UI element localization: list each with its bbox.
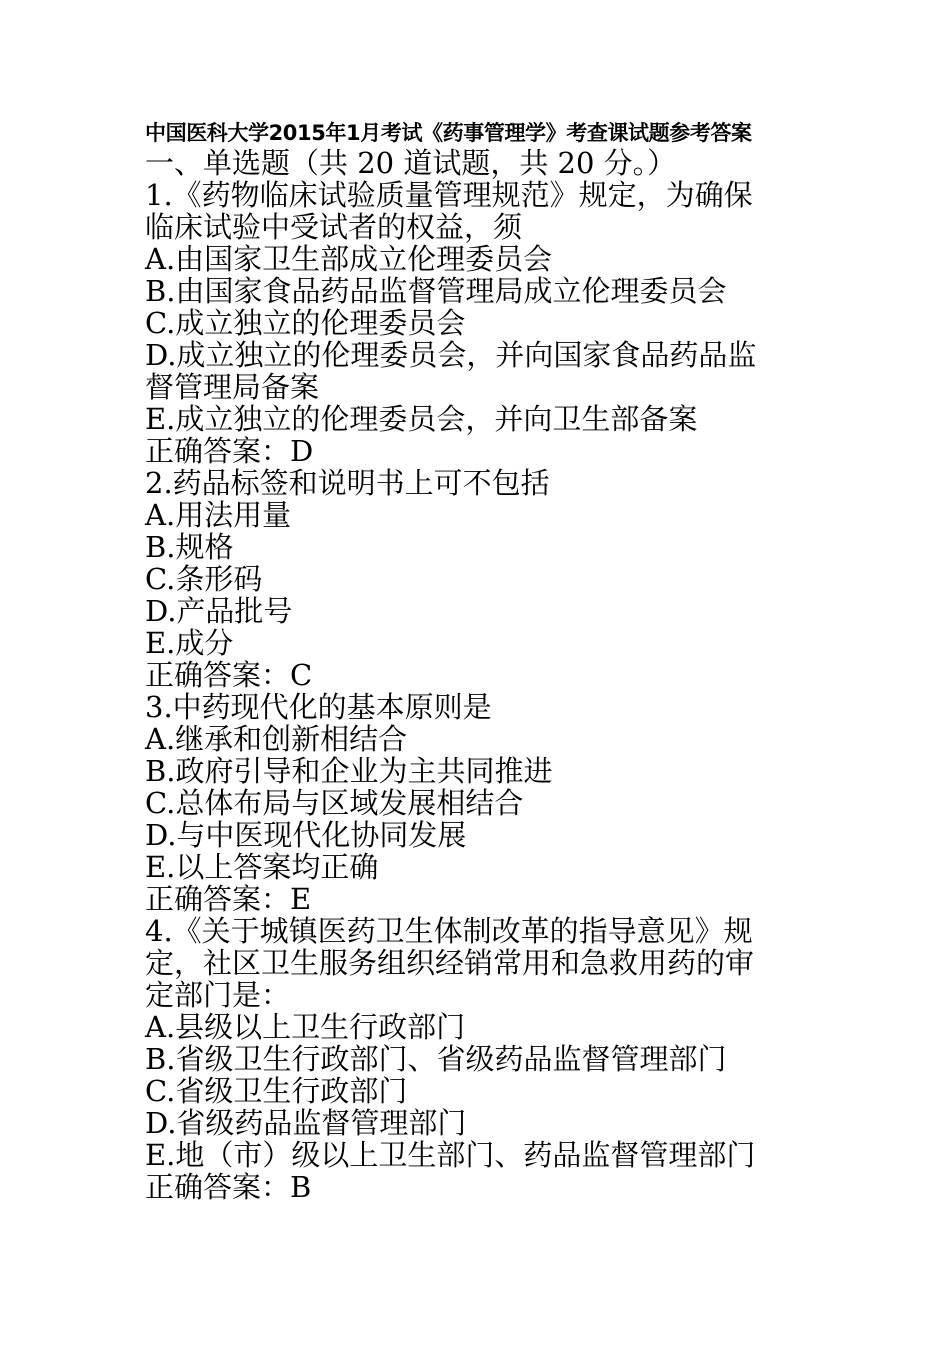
- option-e: E.成立独立的伦理委员会，并向卫生部备案: [145, 402, 698, 436]
- question-4: [145, 915, 825, 1203]
- option-d: D.与中医现代化协同发展: [145, 818, 467, 852]
- option-b: B.由国家食品药品监督管理局成立伦理委员会: [145, 274, 727, 308]
- question-stem: 2.药品标签和说明书上可不包括: [145, 466, 550, 500]
- option-d: D.省级药品监督管理部门: [145, 1106, 467, 1140]
- question-stem: 3.中药现代化的基本原则是: [145, 690, 492, 724]
- option-a: A.用法用量: [145, 498, 292, 532]
- question-stem: 临床试验中受试者的权益，须: [145, 210, 523, 244]
- option-a: A.继承和创新相结合: [145, 722, 408, 756]
- option-d-continued: 督管理局备案: [145, 370, 320, 404]
- option-e: E.以上答案均正确: [145, 850, 379, 884]
- document-page: [145, 119, 825, 1203]
- option-c: C.总体布局与区域发展相结合: [145, 786, 524, 820]
- option-b: B.省级卫生行政部门、省级药品监督管理部门: [145, 1042, 727, 1076]
- option-c: C.成立独立的伦理委员会: [145, 306, 466, 340]
- question-2: [145, 467, 825, 691]
- option-a: A.县级以上卫生行政部门: [145, 1010, 466, 1044]
- option-e: E.地（市）级以上卫生部门、药品监督管理部门: [145, 1138, 756, 1172]
- correct-answer: 正确答案：E: [145, 882, 312, 916]
- option-b: B.规格: [145, 530, 234, 564]
- correct-answer: 正确答案：C: [145, 658, 313, 692]
- section-heading: 一、单选题（共 20 道试题，共 20 分。）: [145, 146, 677, 180]
- document-title: 中国医科大学2015年1月考试《药事管理学》考查课试题参考答案: [145, 121, 752, 145]
- question-1: [145, 179, 825, 467]
- question-3: [145, 691, 825, 915]
- question-stem: 定，社区卫生服务组织经销常用和急救用药的审: [145, 946, 755, 980]
- option-c: C.条形码: [145, 562, 263, 596]
- option-e: E.成分: [145, 626, 234, 660]
- question-stem: 1.《药物临床试验质量管理规范》规定，为确保: [145, 178, 753, 212]
- option-d: D.产品批号: [145, 594, 293, 628]
- correct-answer: 正确答案：D: [145, 434, 314, 468]
- question-stem: 4.《关于城镇医药卫生体制改革的指导意见》规: [145, 914, 753, 948]
- option-a: A.由国家卫生部成立伦理委员会: [145, 242, 553, 276]
- correct-answer: 正确答案：B: [145, 1170, 312, 1204]
- option-b: B.政府引导和企业为主共同推进: [145, 754, 553, 788]
- option-d: D.成立独立的伦理委员会，并向国家食品药品监: [145, 338, 757, 372]
- question-stem: 定部门是：: [145, 978, 291, 1012]
- option-c: C.省级卫生行政部门: [145, 1074, 408, 1108]
